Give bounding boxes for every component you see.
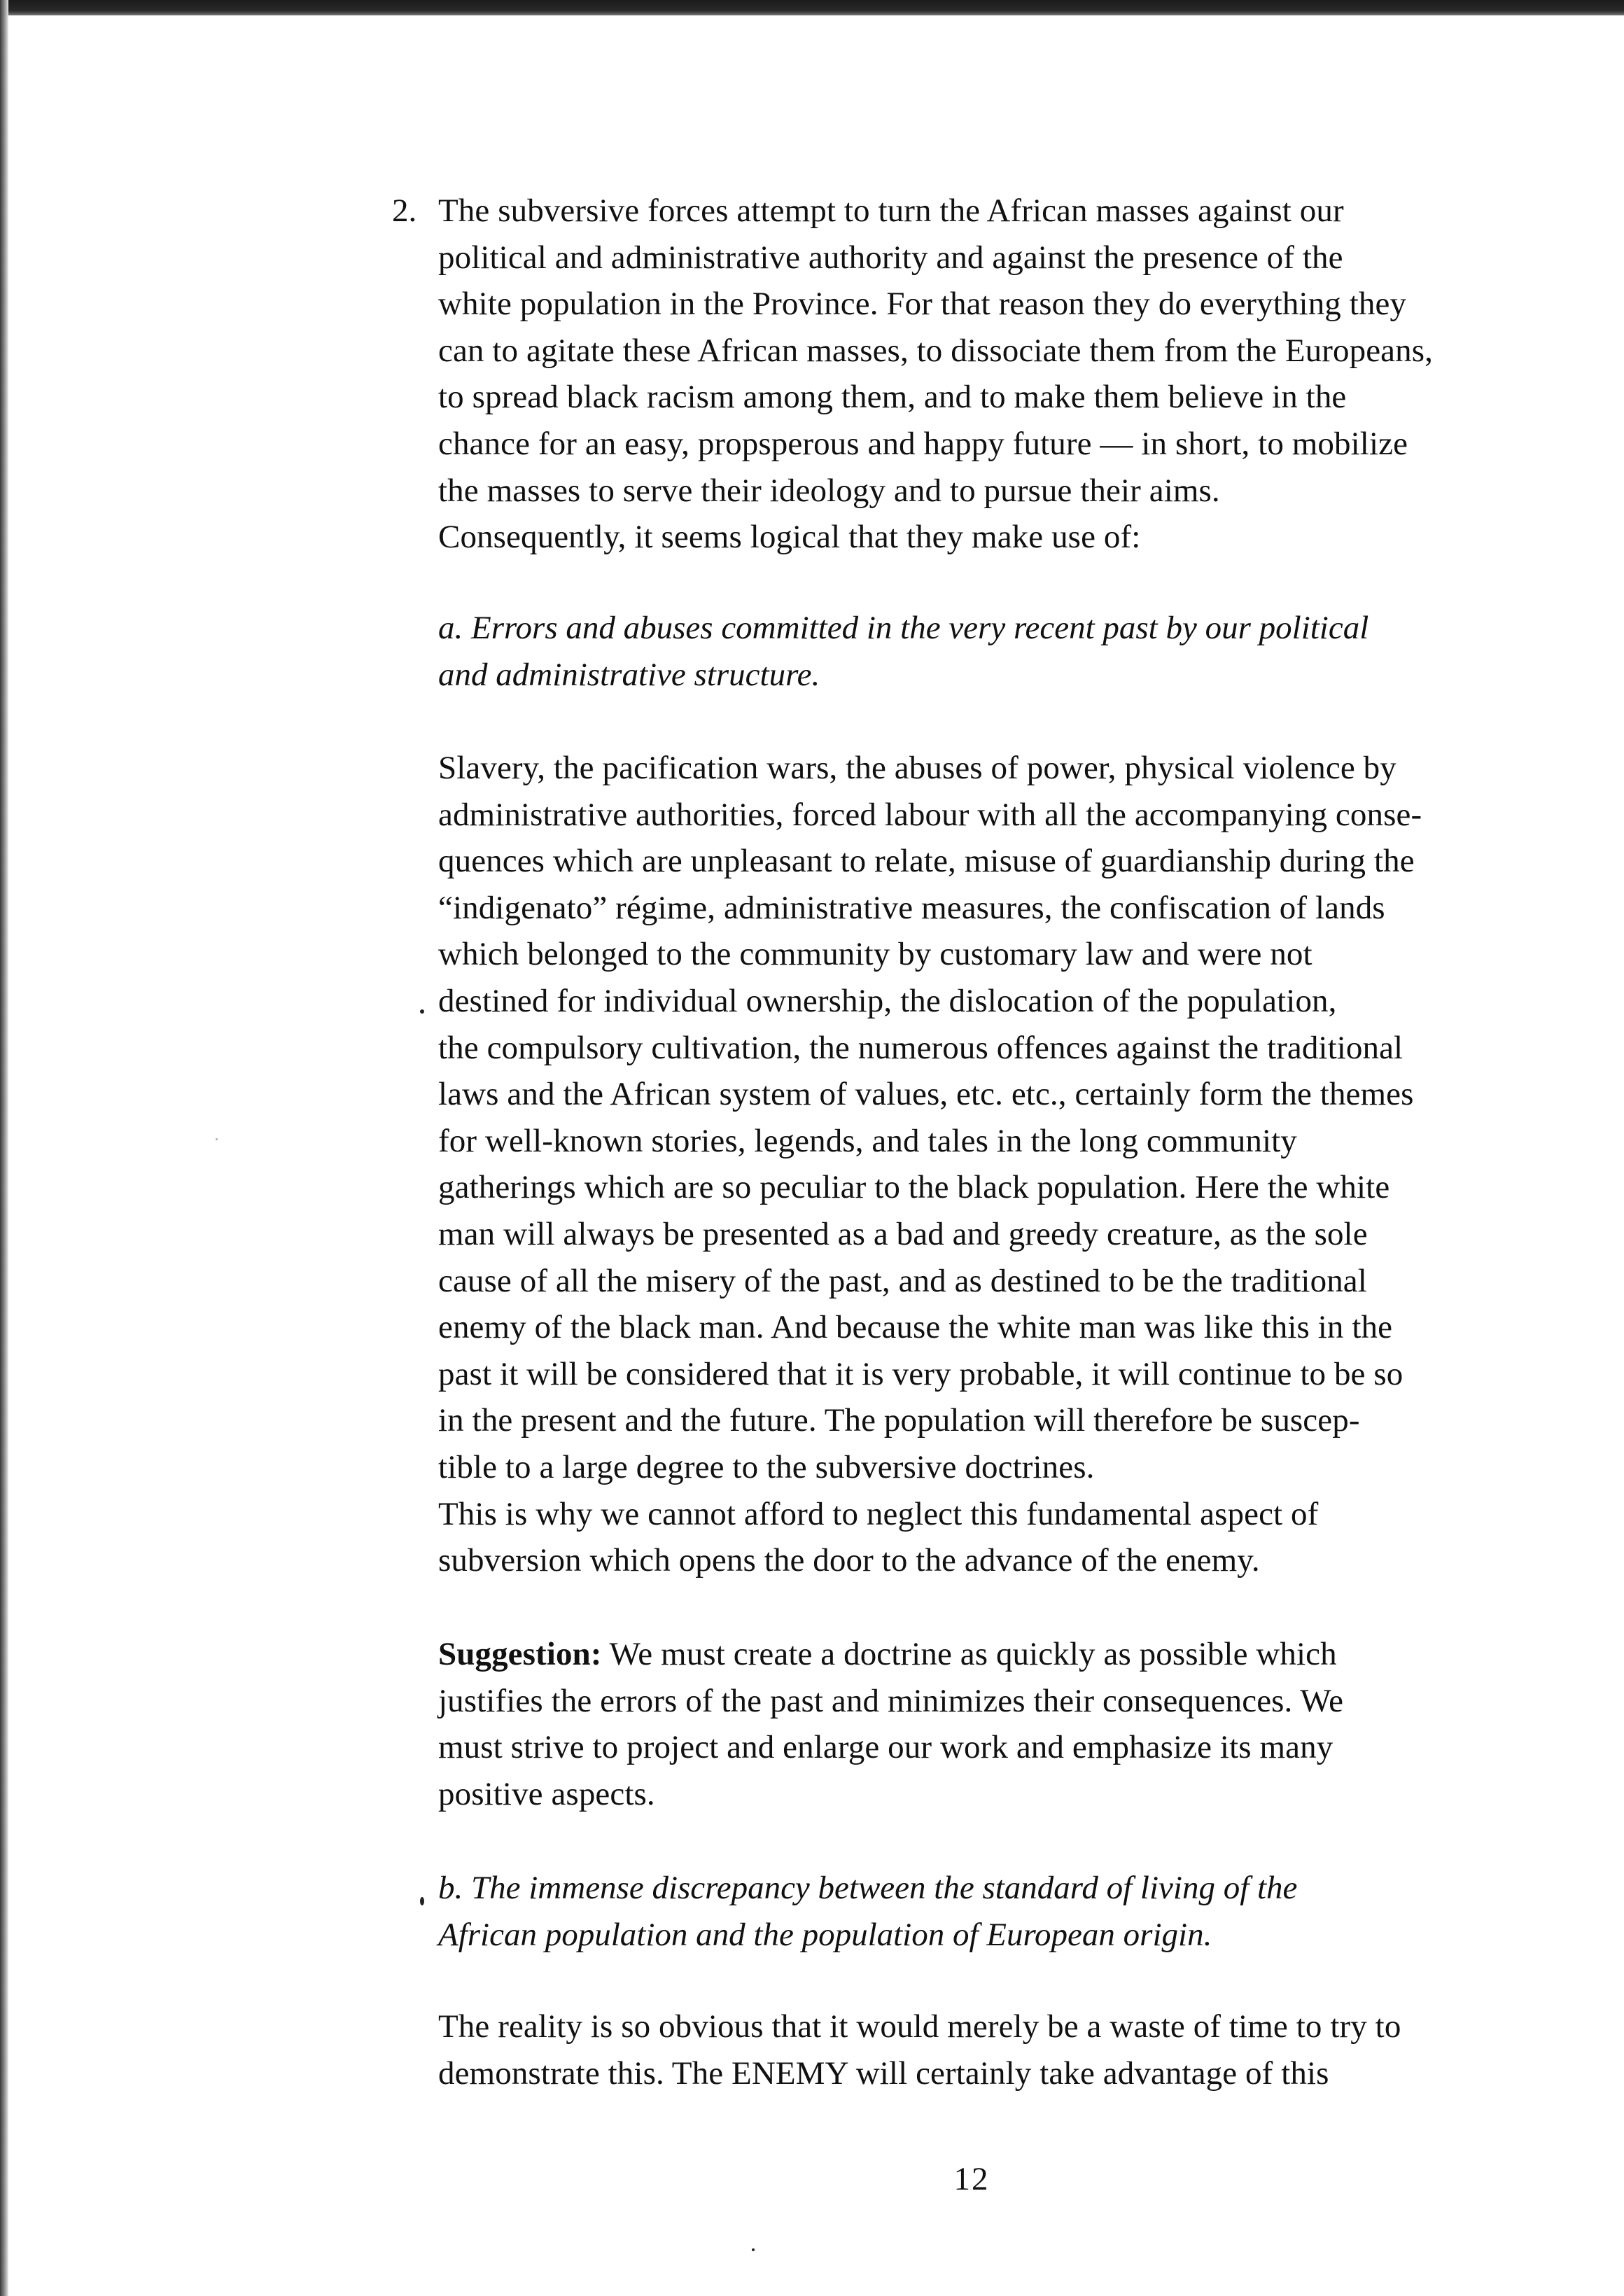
scan-left-edge bbox=[0, 0, 8, 2296]
item-number: 2. bbox=[392, 192, 417, 229]
paragraph-b: The reality is so obvious that it would merely be a waste of time to try to demonstrate this. The ENEMY will certainly take advantage of this bbox=[438, 2008, 1401, 2092]
heading-b: b. The immense discrepancy between the standard of living of the African population and the population of European origin. bbox=[438, 1870, 1298, 1953]
paragraph-a: Slavery, the pacification wars, the abuses of power, physical violence by administrative authorities, forced labour with all the accompanying conse- quences which are unpleasant to relate, misuse of guardianship during the “indigenato” régime, administrative measures, the confiscation of lands which belonged to the community by customary law and were not destined for individual ownership, the dislocation of the population, the compulsory cultivation, the numerous offences against the traditional laws and the African system of values, etc. etc., certainly form the themes for well-known stories, legends, and tales in the long community gatherings which are so peculiar to the black population. Here the white man will always be presented as a bad and greedy creature, as the sole cause of all the misery of the past, and as destined to be the traditional enemy of the black man. And because the white man was like this in the past it will be considered that it is very probable, it will continue to be so in the present and the future. The population will therefore be suscep- tible to a large degree to the subversive doctrines. This is why we cannot afford to neglect this fundamental aspect of subversion which opens the door to the advance of the enemy. bbox=[438, 750, 1422, 1579]
suggestion-paragraph bbox=[438, 1631, 1600, 1817]
scan-top-edge bbox=[0, 0, 1624, 15]
intro-paragraph: The subversive forces attempt to turn the African masses against our political and administrative authority and against the presence of the white population in the Province. For that reason they do everything they can to agitate these African masses, to dissociate them from the Europeans, to spread black racism among them, and to make them believe in the chance for an easy, propsperous and happy future — in short, to mobilize the masses to serve their ideology and to pursue their aims. Consequently, it seems logical that they make use of: bbox=[438, 192, 1433, 556]
page-number: 12 bbox=[953, 2161, 990, 2197]
suggestion-text: We must create a doctrine as quickly as possible which justifies the errors of the past and minimizes their consequences. We must strive to project and enlarge our work and emphasize its many positive aspects. bbox=[438, 1636, 1344, 1812]
scan-speck bbox=[420, 1897, 424, 1905]
scan-speck bbox=[420, 1009, 424, 1014]
scan-speck bbox=[752, 2248, 755, 2251]
suggestion-label: Suggestion: bbox=[438, 1636, 602, 1672]
heading-a: a. Errors and abuses committed in the very recent past by our political and administrative structure. bbox=[438, 610, 1369, 693]
scan-speck bbox=[216, 1138, 218, 1140]
